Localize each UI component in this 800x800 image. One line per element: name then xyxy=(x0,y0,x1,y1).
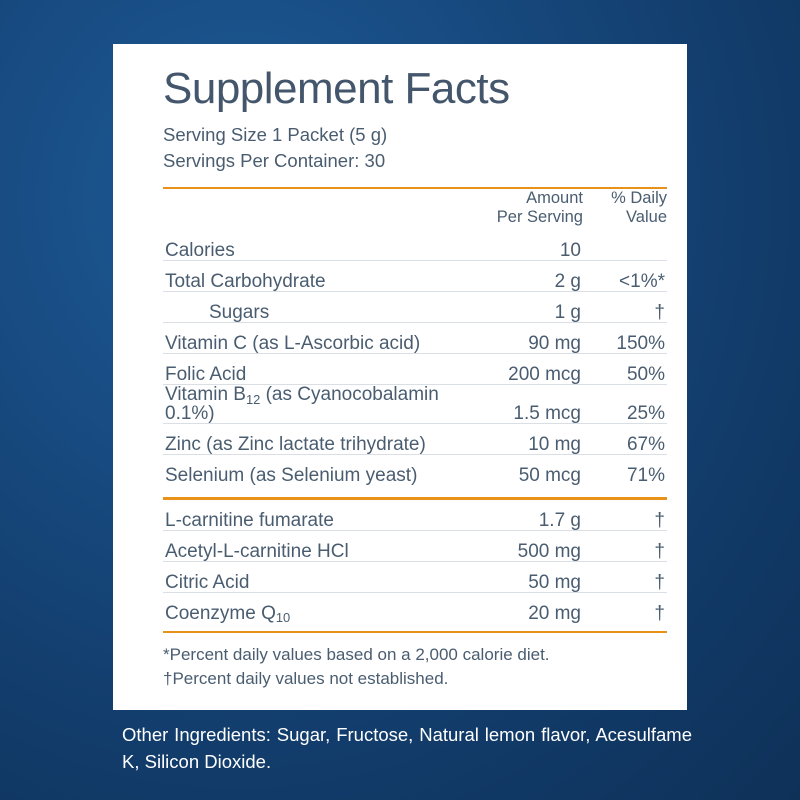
table-row xyxy=(163,261,667,292)
divider-bottom xyxy=(163,631,667,634)
serving-size-line: Serving Size 1 Packet (5 g) xyxy=(163,124,388,146)
row-name: Calories xyxy=(165,240,235,262)
table-row xyxy=(163,230,667,261)
subscript-10: 10 xyxy=(275,610,291,626)
page-title: Supplement Facts xyxy=(163,64,510,113)
row-daily-value: † xyxy=(583,561,667,592)
other-ingredients-text: Sugar, Fructose, Natural lemon flavor, Acesulfame K, Silicon Dioxide. xyxy=(122,724,693,772)
table-row xyxy=(163,354,667,385)
servings-per-container-line: Servings Per Container: 30 xyxy=(163,150,386,172)
row-amount: 1.7 g xyxy=(538,509,581,531)
row-amount: 1.5 mcg xyxy=(475,385,583,424)
other-ingredients-label: Other Ingredients: xyxy=(122,724,271,745)
row-daily-value: <1%* xyxy=(583,261,667,292)
row-name: Sugars xyxy=(163,292,475,323)
row-name: Folic Acid xyxy=(163,354,475,385)
table-row xyxy=(163,385,667,424)
other-ingredients xyxy=(122,722,692,776)
row-name: Total Carbohydrate xyxy=(163,261,475,292)
row-amount: 500 mg xyxy=(475,530,583,561)
row-name: Citric Acid xyxy=(163,561,475,592)
row-name: Zinc (as Zinc lactate trihydrate) xyxy=(163,424,475,455)
row-daily-value: 150% xyxy=(583,323,667,354)
table-row xyxy=(163,500,667,531)
table-row xyxy=(163,323,667,354)
row-amount: 10 xyxy=(559,240,581,262)
subscript-12: 12 xyxy=(245,391,261,407)
row-amount: 1 g xyxy=(475,292,583,323)
nutrition-table-secondary xyxy=(163,500,667,626)
row-daily-value xyxy=(583,230,667,261)
row-amount: 50 mg xyxy=(475,561,583,592)
table-header-row xyxy=(163,189,667,230)
table-row xyxy=(163,530,667,561)
row-name: Selenium (as Selenium yeast) xyxy=(163,455,475,486)
column-header-dv-line2: Value xyxy=(626,207,667,226)
column-header-dv-line1: % Daily xyxy=(611,189,667,208)
table-row xyxy=(163,592,667,623)
row-name: Coenzyme $Q_{10}$ xyxy=(163,592,475,623)
table-row xyxy=(163,455,667,486)
row-amount: 50 mcg xyxy=(475,455,583,486)
row-name: Vitamin C (as L-Ascorbic acid) xyxy=(163,323,475,354)
footnote-not-established: †Percent daily values not established. xyxy=(163,668,449,688)
column-header-amount-line1: Amount xyxy=(526,189,583,208)
row-daily-value: 50% xyxy=(583,354,667,385)
table-row xyxy=(163,424,667,455)
column-header-daily-value xyxy=(583,189,667,230)
nutrition-table xyxy=(163,189,667,485)
column-header-amount-line2: Per Serving xyxy=(496,207,583,226)
row-daily-value: 71% xyxy=(583,455,667,486)
row-name: Acetyl-L-carnitine HCl xyxy=(163,530,475,561)
row-daily-value: 25% xyxy=(583,385,667,424)
row-amount: 10 mg xyxy=(475,424,583,455)
row-daily-value: † xyxy=(654,509,665,531)
row-amount: 90 mg xyxy=(475,323,583,354)
row-amount: 200 mcg xyxy=(475,354,583,385)
table-row xyxy=(163,561,667,592)
row-amount: 2 g xyxy=(475,261,583,292)
row-name: L-carnitine fumarate xyxy=(165,509,334,531)
column-header-amount xyxy=(475,189,583,230)
row-daily-value: † xyxy=(583,292,667,323)
row-daily-value: † xyxy=(583,530,667,561)
serving-info xyxy=(163,122,661,175)
footnotes xyxy=(163,643,661,691)
supplement-facts-panel xyxy=(113,44,687,710)
row-amount: 20 mg xyxy=(475,592,583,623)
footnote-percent-daily-values: *Percent daily values based on a 2,000 calorie diet. xyxy=(163,645,550,665)
table-row xyxy=(163,292,667,323)
row-daily-value: † xyxy=(583,592,667,623)
row-daily-value: 67% xyxy=(583,424,667,455)
row-name: Vitamin $B_{12}$ (as Cyanocobalamin 0.1%) xyxy=(163,385,475,424)
column-header-nutrient xyxy=(163,189,475,230)
